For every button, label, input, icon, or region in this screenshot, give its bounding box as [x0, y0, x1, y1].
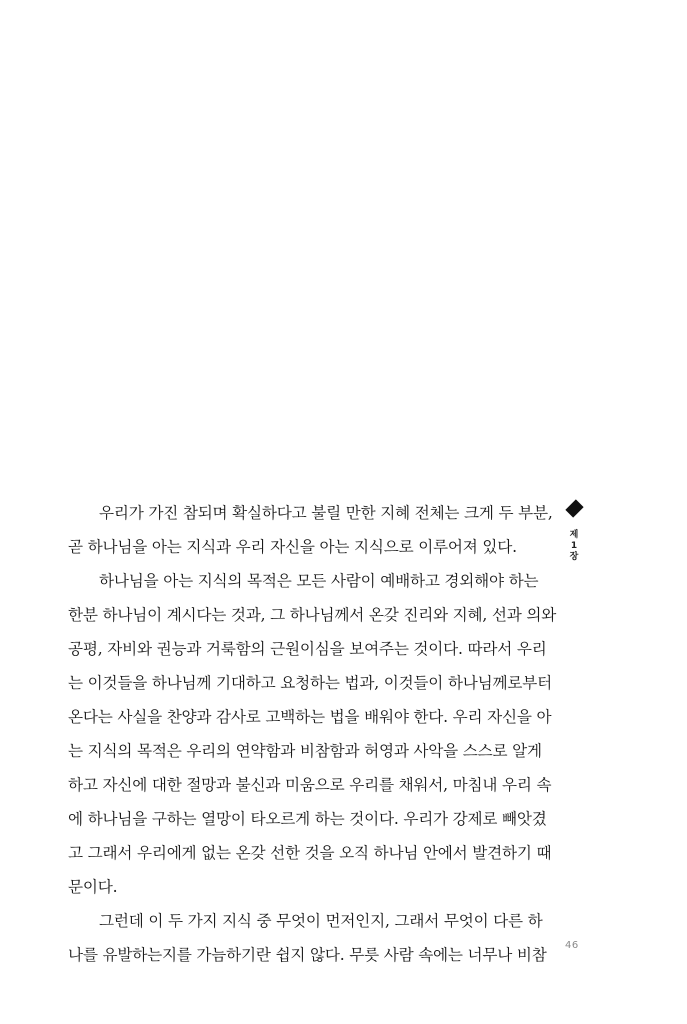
paragraph-2-line-2: 한분 하나님이 계시다는 것과, 그 하나님께서 온갖 진리와 지혜, 선과 의와 — [68, 606, 557, 624]
paragraph-1-line-1: 우리가 가진 참되며 확실하다고 불릴 만한 지혜 전체는 크게 두 부분, — [99, 504, 553, 522]
diamond-icon — [565, 499, 583, 517]
paragraph-2-line-7: 하고 자신에 대한 절망과 불신과 미움으로 우리를 채워서, 마침내 우리 속 — [68, 776, 552, 794]
chapter-label-char-1: 제 — [569, 530, 579, 540]
paragraph-2-line-3: 공평, 자비와 권능과 거룩함의 근원이심을 보여주는 것이다. 따라서 우리 — [68, 640, 547, 658]
paragraph-3-line-1: 그런데 이 두 가지 지식 중 무엇이 먼저인지, 그래서 무엇이 다른 하 — [99, 912, 543, 930]
paragraph-1-line-2: 곧 하나님을 아는 지식과 우리 자신을 아는 지식으로 이루어져 있다. — [68, 538, 517, 556]
chapter-marker — [563, 500, 585, 563]
paragraph-2-line-8: 에 하나님을 구하는 열망이 타오르게 하는 것이다. 우리가 강제로 빼앗겼 — [68, 810, 547, 828]
chapter-label-char-3: 장 — [569, 552, 579, 562]
chapter-label — [563, 530, 585, 563]
paragraph-2-line-4: 는 이것들을 하나님께 기대하고 요청하는 법과, 이것들이 하나님께로부터 — [68, 674, 552, 692]
page-number: 46 — [565, 940, 579, 951]
paragraph-2-line-6: 는 지식의 목적은 우리의 연약함과 비참함과 허영과 사악을 스스로 알게 — [68, 742, 542, 760]
paragraph-2-line-5: 온다는 사실을 찬양과 감사로 고백하는 법을 배워야 한다. 우리 자신을 아 — [68, 708, 552, 726]
paragraph-2-line-10: 문이다. — [68, 878, 118, 896]
paragraph-2-line-9: 고 그래서 우리에게 없는 온갖 선한 것을 오직 하나님 안에서 발견하기 때 — [68, 844, 552, 862]
body-text — [68, 496, 557, 972]
paragraph-2-line-1: 하나님을 아는 지식의 목적은 모든 사람이 예배하고 경외해야 하는 — [99, 572, 539, 590]
chapter-label-char-2: 1 — [570, 541, 578, 551]
paragraph-3-line-2: 나를 유발하는지를 가늠하기란 쉽지 않다. 무릇 사람 속에는 너무나 비참 — [68, 946, 547, 964]
